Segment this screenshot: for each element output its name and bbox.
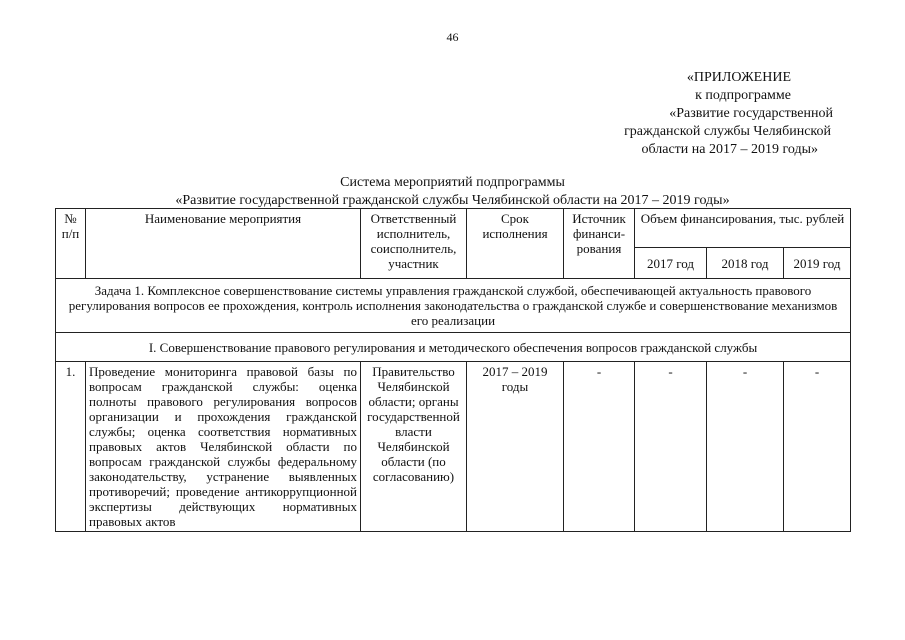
section-text: I. Совершенствование правового регулирования и методического обеспечения вопросов гражданской службы bbox=[56, 333, 851, 362]
row-2018: - bbox=[707, 362, 784, 532]
task-row bbox=[56, 279, 851, 333]
row-executor: Правительство Челябинской области; органы государственной власти Челябинской области (по согласованию) bbox=[361, 362, 467, 532]
title-line-1: Система мероприятий подпрограммы bbox=[340, 175, 565, 190]
header-funding: Объем финансирования, тыс. рублей bbox=[635, 209, 851, 248]
header-term: Срок исполнения bbox=[467, 209, 564, 279]
header-row-1 bbox=[56, 209, 851, 248]
appendix-line-2: к подпрограмме bbox=[695, 88, 791, 103]
appendix-line-3: «Развитие государственной bbox=[669, 106, 833, 121]
page-number: 46 bbox=[446, 30, 459, 44]
measures-table bbox=[55, 208, 851, 532]
row-num: 1. bbox=[56, 362, 86, 532]
task-text: Задача 1. Комплексное совершенствование системы управления гражданской службой, обеспечивающей актуальность правового регулирования вопросов ее прохождения, контроль исполнения законодательства о гражданской службе и совершенствование механизмов его реализации bbox=[56, 279, 851, 333]
row-2019: - bbox=[784, 362, 851, 532]
title-line-2: «Развитие государственной гражданской службы Челябинской области на 2017 – 2019 годы» bbox=[175, 193, 730, 208]
row-term: 2017 – 2019 годы bbox=[467, 362, 564, 532]
appendix-line-1: «ПРИЛОЖЕНИЕ bbox=[686, 70, 791, 85]
appendix-line-4: гражданской службы Челябинской bbox=[624, 124, 831, 139]
header-year-2017: 2017 год bbox=[635, 248, 707, 279]
row-name: Проведение мониторинга правовой базы по вопросам гражданской службы: оценка полноты правового регулирования вопросов организации и прохождения гражданской службы; оценка соответствия нормативных правовых актов Челябинской области по вопросам гражданской службы федеральному законодательству, устранение выявленных противоречий; проведение антикоррупционной экспертизы действующих нормативных правовых актов bbox=[86, 362, 361, 532]
header-source: Источник финанси-рования bbox=[564, 209, 635, 279]
table-row bbox=[56, 362, 851, 532]
header-num: № п/п bbox=[56, 209, 86, 279]
appendix-line-5: области на 2017 – 2019 годы» bbox=[641, 142, 818, 157]
row-2017: - bbox=[635, 362, 707, 532]
document-title bbox=[0, 174, 905, 210]
header-executor: Ответственный исполнитель, соисполнитель, участник bbox=[361, 209, 467, 279]
header-year-2019: 2019 год bbox=[784, 248, 851, 279]
row-source: - bbox=[564, 362, 635, 532]
section-row bbox=[56, 333, 851, 362]
header-year-2018: 2018 год bbox=[707, 248, 784, 279]
appendix-block bbox=[560, 69, 880, 159]
header-name: Наименование мероприятия bbox=[86, 209, 361, 279]
